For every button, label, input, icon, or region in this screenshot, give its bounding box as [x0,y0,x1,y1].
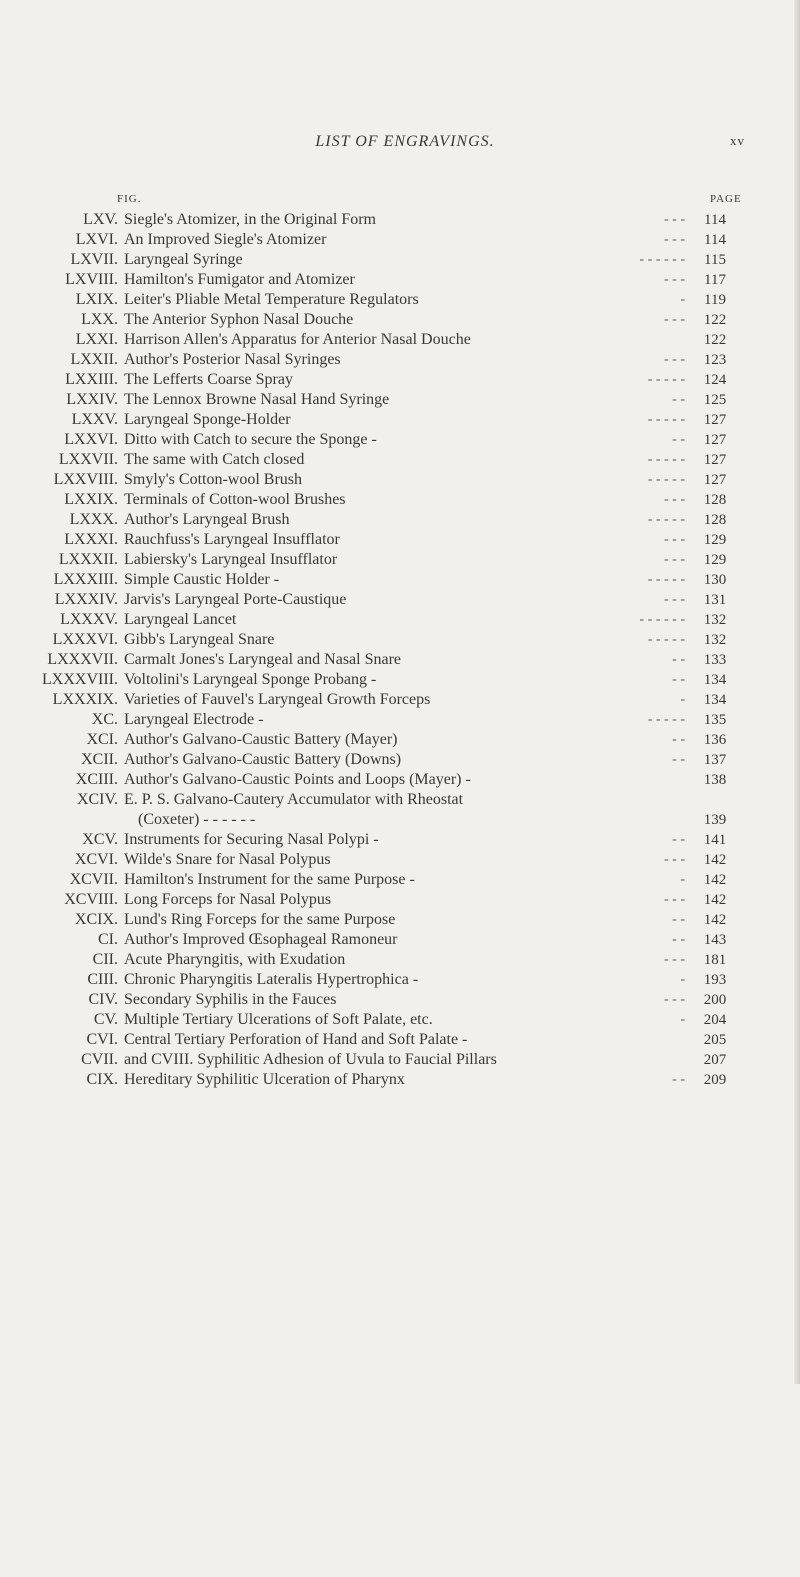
list-item [0,590,800,610]
list-item [0,210,800,230]
figure-number: XCIV. [76,791,118,808]
list-item [0,970,800,990]
figure-title: Author's Galvano-Caustic Battery (Mayer) [124,731,398,748]
figure-number: CV. [93,1011,118,1028]
page-number: 125 [703,392,727,408]
page-number: 207 [703,1052,727,1068]
dash-leader: - [680,872,685,887]
figure-title: Chronic Pharyngitis Lateralis Hypertrophica - [124,971,419,988]
figure-number: XCII. [81,751,118,768]
list-item [0,1010,800,1030]
dash-leader: - - - [664,952,685,967]
dash-leader: - - - - - [647,412,685,427]
figure-number: LXXVI. [64,431,118,448]
page-number: 128 [703,512,727,528]
list-item [0,990,800,1010]
list-item [0,330,800,350]
list-item [0,650,800,670]
dash-leader: - - - - - [647,372,685,387]
list-item [0,290,800,310]
figure-title: Terminals of Cotton-wool Brushes [124,491,346,508]
page-number: 122 [703,312,727,328]
figure-title: and CVIII. Syphilitic Adhesion of Uvula to Faucial Pillars [124,1051,497,1068]
figure-title: The same with Catch closed [124,451,305,468]
figure-number: LXXXVII. [47,651,118,668]
figure-title: Voltolini's Laryngeal Sponge Probang - [124,671,377,688]
page-number: 129 [703,552,727,568]
figure-title: Siegle's Atomizer, in the Original Form [124,211,376,228]
figure-number: LXIX. [75,291,118,308]
running-title: LIST OF ENGRAVINGS. [315,133,495,150]
page-number: 128 [703,492,727,508]
list-item [0,570,800,590]
figure-title: Acute Pharyngitis, with Exudation [124,951,346,968]
column-heading-fig: FIG. [117,193,142,205]
figure-title: Secondary Syphilis in the Fauces [124,991,337,1008]
figure-number: XCIX. [74,911,118,928]
figure-title: Leiter's Pliable Metal Temperature Regulators [124,291,419,308]
list-item [0,310,800,330]
figure-number: XC. [91,711,118,728]
figure-number: LXXVII. [58,451,118,468]
figure-number: XCVII. [69,871,118,888]
list-item [0,770,800,790]
dash-leader: - [680,292,685,307]
page-number: 133 [703,652,727,668]
list-item [0,370,800,390]
page-number: 130 [703,572,727,588]
list-item [0,1070,800,1090]
list-item [0,430,800,450]
figure-title: E. P. S. Galvano-Cautery Accumulator with Rheostat [124,791,464,808]
list-item [0,230,800,250]
list-item [0,410,800,430]
list-item [0,490,800,510]
page-number: 204 [703,1012,727,1028]
figure-number: CI. [98,931,118,948]
dash-leader: - - - [664,232,685,247]
list-item [0,850,800,870]
list-item [0,390,800,410]
figure-title: Long Forceps for Nasal Polypus [124,891,332,908]
engravings-list [0,210,800,1090]
figure-title: Varieties of Fauvel's Laryngeal Growth Forceps [124,691,431,708]
dash-leader: - - - [664,352,685,367]
list-item [0,750,800,770]
dash-leader: - - - - - - [639,612,685,627]
figure-number: LXXIII. [65,371,118,388]
figure-number: LXXXIV. [54,591,118,608]
dash-leader: - - - [664,592,685,607]
dash-leader: - - - - - [647,452,685,467]
figure-number: XCI. [86,731,118,748]
page-number-roman: xv [730,133,745,148]
dash-leader: - - - [664,312,685,327]
dash-leader: - - - - - [647,472,685,487]
list-item [0,470,800,490]
page-number: 139 [703,812,727,828]
figure-title: Simple Caustic Holder - [124,571,280,588]
page-number: 123 [703,352,727,368]
figure-title: Author's Galvano-Caustic Points and Loops (Mayer) - [124,771,471,788]
page-number: 205 [703,1032,727,1048]
page-number: 115 [704,252,726,268]
figure-number: LXX. [81,311,118,328]
figure-number: LXVIII. [65,271,118,288]
dash-leader: - - - [664,852,685,867]
page-number: 200 [703,992,727,1008]
list-item [0,270,800,290]
list-item [0,1050,800,1070]
dash-leader: - - - - - [647,632,685,647]
list-item [0,790,800,810]
dash-leader: - - [672,912,685,927]
dash-leader: - - [672,832,685,847]
dash-leader: - - [672,432,685,447]
dash-leader: - [680,692,685,707]
dash-leader: - - [672,1072,685,1087]
figure-title: Central Tertiary Perforation of Hand and Soft Palate - [124,1031,468,1048]
list-item [0,930,800,950]
figure-title: An Improved Siegle's Atomizer [124,231,327,248]
dash-leader: - [680,972,685,987]
list-item [0,510,800,530]
figure-number: LXXXI. [64,531,118,548]
figure-title: Hereditary Syphilitic Ulceration of Pharynx [124,1071,405,1088]
dash-leader: - - [672,652,685,667]
list-item [0,610,800,630]
page-number: 138 [703,772,727,788]
figure-number: LXXXVIII. [42,671,118,688]
figure-title: Author's Laryngeal Brush [124,511,290,528]
figure-number: LXVII. [70,251,118,268]
dash-leader: - - - [664,552,685,567]
page-number: 134 [703,672,727,688]
figure-title: Laryngeal Lancet [124,611,237,628]
figure-title: Rauchfuss's Laryngeal Insufflator [124,531,340,548]
page-number: 124 [703,372,727,388]
dash-leader: - - [672,932,685,947]
dash-leader: - - [672,732,685,747]
list-item [0,830,800,850]
page-number: 137 [703,752,727,768]
page-number: 132 [703,632,727,648]
dash-leader: - - [672,752,685,767]
page-number: 114 [704,212,726,228]
page-edge-shadow [794,0,800,1384]
figure-number: LXXX. [69,511,118,528]
list-item [0,1030,800,1050]
figure-title: Harrison Allen's Apparatus for Anterior Nasal Douche [124,331,471,348]
page-number: 141 [703,832,727,848]
list-item [0,870,800,890]
list-item [0,730,800,750]
list-item [0,690,800,710]
list-item [0,350,800,370]
figure-title: Instruments for Securing Nasal Polypi - [124,831,379,848]
list-item [0,950,800,970]
figure-number: CVII. [81,1051,118,1068]
figure-title: Hamilton's Fumigator and Atomizer [124,271,355,288]
figure-title: Laryngeal Sponge-Holder [124,411,291,428]
dash-leader: - - [672,392,685,407]
page-number: 134 [703,692,727,708]
dash-leader: - - - [664,272,685,287]
list-item [0,450,800,470]
figure-title: The Lennox Browne Nasal Hand Syringe [124,391,390,408]
page-number: 135 [703,712,727,728]
figure-title: Jarvis's Laryngeal Porte-Caustique [124,591,347,608]
dash-leader: - - - [664,532,685,547]
page-number: 127 [703,432,727,448]
figure-title: The Lefferts Coarse Spray [124,371,293,388]
figure-number: LXVI. [75,231,118,248]
figure-title: Gibb's Laryngeal Snare [124,631,275,648]
figure-number: LXXXVI. [52,631,118,648]
figure-title: Smyly's Cotton-wool Brush [124,471,303,488]
page-number: 142 [703,852,727,868]
figure-number: LXXXII. [58,551,118,568]
figure-number: LXV. [83,211,118,228]
dash-leader: - - - [664,892,685,907]
dash-leader: - [680,1012,685,1027]
list-item [0,910,800,930]
figure-number: CIII. [87,971,118,988]
figure-title: Multiple Tertiary Ulcerations of Soft Palate, etc. [124,1011,433,1028]
figure-number: LXXI. [75,331,118,348]
figure-title: Ditto with Catch to secure the Sponge - [124,431,377,448]
list-item [0,550,800,570]
page-number: 119 [704,292,726,308]
figure-number: XCVIII. [64,891,118,908]
list-item [0,630,800,650]
list-item [0,670,800,690]
figure-title: The Anterior Syphon Nasal Douche [124,311,354,328]
page-number: 122 [703,332,727,348]
figure-number: XCV. [82,831,118,848]
page-number: 142 [703,872,727,888]
figure-title: Lund's Ring Forceps for the same Purpose [124,911,396,928]
page-number: 127 [703,412,727,428]
dash-leader: - - - [664,212,685,227]
figure-title: Author's Galvano-Caustic Battery (Downs) [124,751,402,768]
list-item [0,810,800,830]
page-number: 117 [704,272,726,288]
figure-title: Hamilton's Instrument for the same Purpose - [124,871,415,888]
page-number: 142 [703,892,727,908]
figure-number: LXXIX. [64,491,118,508]
figure-number: CIX. [86,1071,118,1088]
page-number: 143 [703,932,727,948]
figure-number: CVI. [86,1031,118,1048]
dash-leader: - - - [664,992,685,1007]
list-item [0,710,800,730]
page-number: 142 [703,912,727,928]
dash-leader: - - - - - [647,572,685,587]
dash-leader: - - - - - [647,512,685,527]
figure-number: CIV. [88,991,118,1008]
dash-leader: - - - [664,492,685,507]
page-number: 127 [703,472,727,488]
page-number: 209 [703,1072,727,1088]
page-number: 181 [703,952,727,968]
figure-number: LXXVIII. [53,471,118,488]
page-number: 193 [703,972,727,988]
figure-title: Author's Posterior Nasal Syringes [124,351,341,368]
column-heading-page: PAGE [710,193,742,205]
figure-number: LXXIV. [66,391,118,408]
figure-number: CII. [92,951,118,968]
dash-leader: - - - - - [647,712,685,727]
figure-title: Wilde's Snare for Nasal Polypus [124,851,331,868]
figure-number: LXXV. [71,411,118,428]
page-number: 131 [703,592,727,608]
figure-title: Author's Improved Œsophageal Ramoneur [124,931,398,948]
list-item [0,530,800,550]
page-number: 129 [703,532,727,548]
figure-title: Laryngeal Syringe [124,251,243,268]
figure-number: LXXXIII. [53,571,118,588]
list-item [0,890,800,910]
figure-title: Laryngeal Electrode - [124,711,264,728]
figure-number: LXXXV. [60,611,118,628]
figure-title: (Coxeter) - - - - - - [138,811,256,828]
dash-leader: - - [672,672,685,687]
figure-title: Labiersky's Laryngeal Insufflator [124,551,338,568]
figure-number: LXXII. [70,351,118,368]
figure-number: XCIII. [75,771,118,788]
list-item [0,250,800,270]
page-number: 136 [703,732,727,748]
figure-title: Carmalt Jones's Laryngeal and Nasal Snare [124,651,402,668]
page-number: 114 [704,232,726,248]
figure-number: XCVI. [74,851,118,868]
page-number: 127 [703,452,727,468]
figure-number: LXXXIX. [52,691,118,708]
page-number: 132 [703,612,727,628]
dash-leader: - - - - - - [639,252,685,267]
